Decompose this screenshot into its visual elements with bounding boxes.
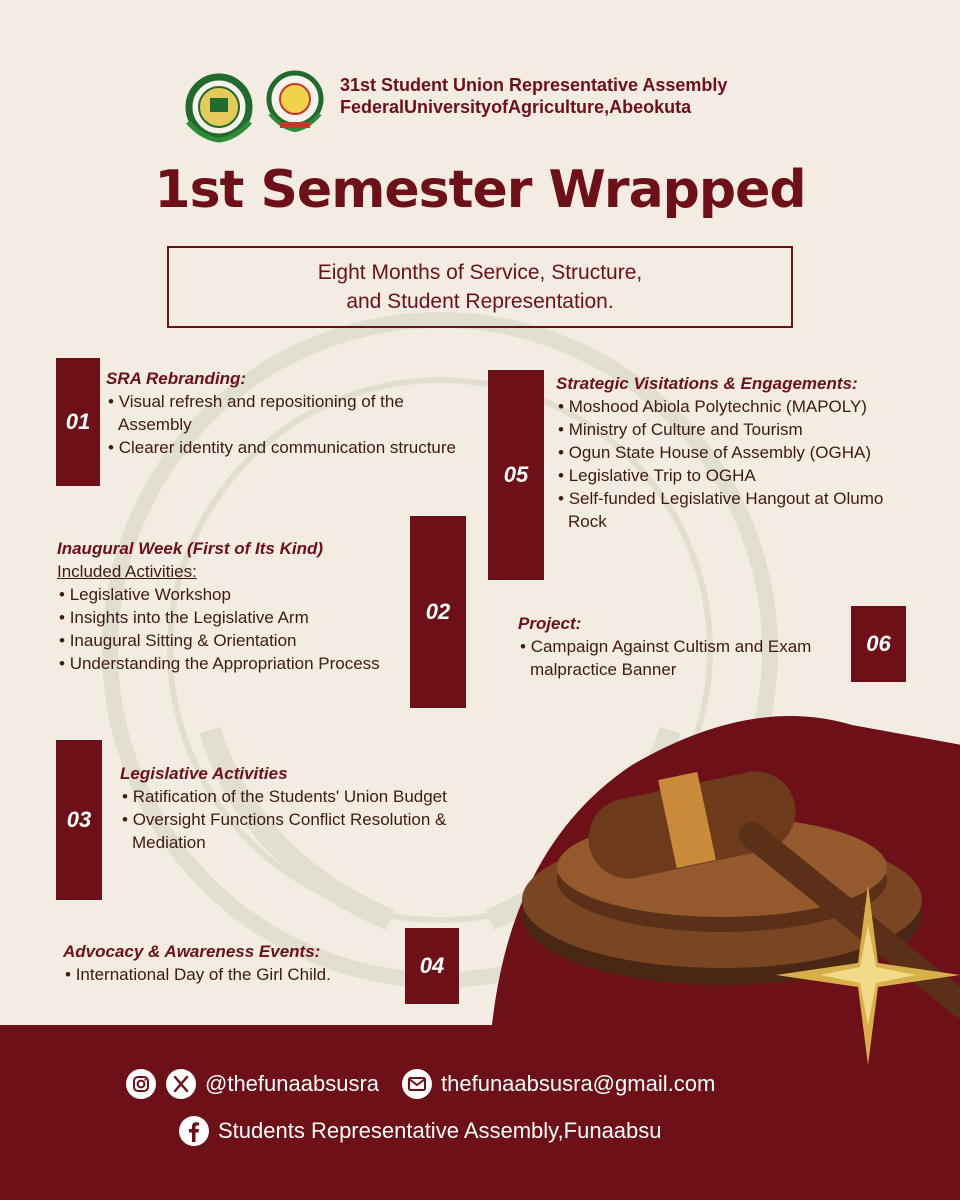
section-04-heading: Advocacy & Awareness Events:: [63, 942, 321, 961]
list-item: • Legislative Trip to OGHA: [558, 466, 756, 485]
list-item: • Legislative Workshop: [59, 585, 231, 604]
section-02-heading: Inaugural Week (First of Its Kind): [57, 539, 324, 558]
section-06: [518, 612, 838, 681]
list-item: • Insights into the Legislative Arm: [59, 608, 309, 627]
sra-logo-icon: [262, 68, 328, 134]
email-address[interactable]: thefunaabsusra@gmail.com: [441, 1071, 716, 1096]
list-item: • International Day of the Girl Child.: [65, 965, 331, 984]
instagram-icon[interactable]: [125, 1068, 157, 1100]
facebook-icon[interactable]: [178, 1115, 210, 1147]
facebook-contact-row: [178, 1113, 662, 1149]
section-03-heading: Legislative Activities: [120, 764, 288, 783]
section-05: [556, 372, 916, 533]
section-02: [57, 537, 402, 675]
facebook-page-name[interactable]: Students Representative Assembly,Funaabsu: [218, 1118, 662, 1143]
subtitle-line-1: Eight Months of Service, Structure,: [317, 261, 643, 284]
section-03: [120, 762, 475, 854]
list-item: • Ministry of Culture and Tourism: [558, 420, 803, 439]
list-item: • Ogun State House of Assembly (OGHA): [558, 443, 872, 462]
section-01: [106, 367, 476, 459]
header-text: [340, 74, 727, 118]
list-item: • Ratification of the Students' Union Budget: [122, 787, 447, 806]
subtitle-box: [167, 246, 793, 328]
section-04: [63, 940, 398, 986]
section-02-number: 02: [410, 516, 466, 708]
x-twitter-icon[interactable]: [165, 1068, 197, 1100]
section-04-number: 04: [405, 928, 459, 1004]
section-05-number: 05: [488, 370, 544, 580]
header-assembly-name: 31st Student Union Representative Assembly: [340, 75, 728, 95]
page-title: 1st Semester Wrapped: [154, 160, 806, 220]
social-contact-row: [125, 1067, 715, 1101]
gold-star-icon: [776, 885, 960, 1065]
subtitle-line-2: and Student Representation.: [346, 290, 614, 313]
list-item: • Understanding the Appropriation Process: [59, 654, 380, 673]
section-06-heading: Project:: [518, 614, 582, 633]
list-item: • Clearer identity and communication structure: [108, 438, 457, 457]
list-item: • Self-funded Legislative Hangout at Olumo Rock: [558, 489, 884, 531]
section-03-number: 03: [56, 740, 102, 900]
section-01-heading: SRA Rebranding:: [106, 369, 247, 388]
section-06-number: 06: [851, 606, 906, 682]
list-item: • Campaign Against Cultism and Exam malpractice Banner: [520, 637, 812, 679]
list-item: • Oversight Functions Conflict Resolution & Mediation: [122, 810, 447, 852]
list-item: • Inaugural Sitting & Orientation: [59, 631, 297, 650]
social-handle[interactable]: @thefunaabsusra: [205, 1071, 380, 1096]
university-logo-icon: [182, 70, 256, 144]
section-05-heading: Strategic Visitations & Engagements:: [556, 374, 858, 393]
list-item: • Moshood Abiola Polytechnic (MAPOLY): [558, 397, 867, 416]
section-02-subheading: Included Activities:: [57, 562, 197, 581]
list-item: • Visual refresh and repositioning of the Assembly: [108, 392, 404, 434]
header-university-name: FederalUniversityofAgriculture,Abeokuta: [340, 97, 692, 117]
section-01-number: 01: [56, 358, 100, 486]
email-icon[interactable]: [401, 1068, 433, 1100]
